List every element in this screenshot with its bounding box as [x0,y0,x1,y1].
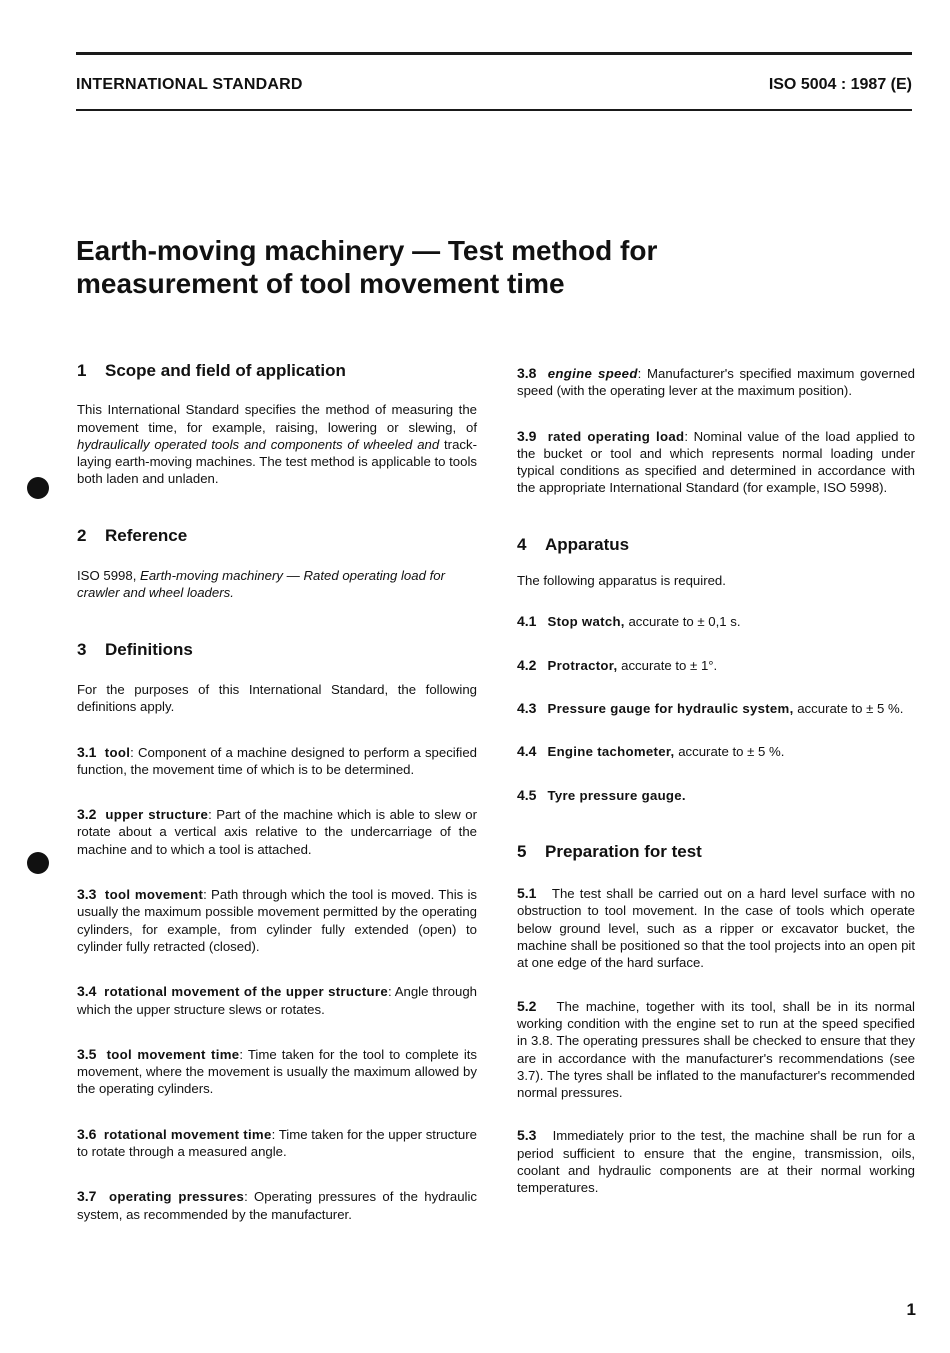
section-4-heading: 4 Apparatus [517,534,630,554]
header-rule [76,109,912,111]
definitions-intro: For the purposes of this International Standard, the following definitions apply. [77,681,477,715]
right-column [517,365,915,1214]
scope-paragraph: This International Standard specifies the method of measuring the movement time, for example, raising, lowering or slewing, of hydraulically operated tools and components of wheeled and track-laying earth-moving machines. The test method is applicable to tools both laden and unladen. [77,402,477,487]
left-column [77,362,477,1240]
definition-3-2: 3.2 upper structure: Part of the machine which is able to slew or rotate about a vertical axis relative to the undercarriage of the machine and to which a tool is attached. [77,806,477,857]
margin-bullet-1 [27,477,49,499]
preparation-5-1: 5.1 The test shall be carried out on a hard level surface with no obstruction to tool movement. In the case of tools which operate below ground level, such as a ripper or excavator bucket, the machine shall be positioned so that the tool projects into an open pit at one edge of the hard surface. [517,885,915,971]
standard-number: ISO 5004 : 1987 (E) [768,76,912,93]
apparatus-4-4: 4.4 Engine tachometer, accurate to ± 5 %. [517,743,785,760]
definition-3-1: 3.1 tool: Component of a machine designed to perform a specified function, the movement time of which is to be determined. [77,743,477,777]
reference-paragraph: ISO 5998, Earth-moving machinery — Rated operating load for crawler and wheel loaders. [77,568,445,601]
apparatus-4-1: 4.1 Stop watch, accurate to ± 0,1 s. [517,613,741,630]
title-line-1: Earth-moving machinery — Test method for [76,235,658,266]
definition-3-4: 3.4 rotational movement of the upper structure: Angle through which the upper structure slews or rotates. [77,983,478,1017]
definition-3-5: 3.5 tool movement time: Time taken for the tool to complete its movement, where the movement is usually the maximum allowed by the operating cylinders. [77,1045,478,1097]
definition-3-9: 3.9 rated operating load: Nominal value of the load applied to the bucket or tool and which represents normal loading under typical conditions as specified and determined in accordance with the appropriate International Standard (for example, ISO 5998). [517,427,916,496]
section-3-heading: 3 Definitions [77,639,193,659]
apparatus-4-3: 4.3 Pressure gauge for hydraulic system, accurate to ± 5 %. [517,699,904,716]
section-2-heading: 2 Reference [77,525,188,545]
preparation-5-3: 5.3 Immediately prior to the test, the machine shall be run for a period sufficient to ensure that the engine, transmission, oils, coolant and hydraulic components are at their normal working temperatures. [517,1127,915,1196]
definition-3-6: 3.6 rotational movement time: Time taken for the upper structure to rotate through a measured angle. [77,1125,477,1160]
apparatus-4-5: 4.5 Tyre pressure gauge. [517,786,686,803]
top-rule [76,52,912,55]
document-title [76,234,896,300]
page-number: 1 [906,1300,916,1319]
margin-bullet-2 [27,852,49,874]
section-5-heading: 5 Preparation for test [517,841,702,861]
apparatus-4-2: 4.2 Protractor, accurate to ± 1°. [517,656,718,673]
section-1-heading: 1 Scope and field of application [77,361,346,380]
definition-3-3: 3.3 tool movement: Path through which the tool is moved. This is usually the maximum possible movement permitted by the operating cylinders, for example, from cylinder fully extended (open) to cylinder fully retracted (closed). [77,886,477,954]
preparation-5-2: 5.2 The machine, together with its tool, shall be in its normal working condition with the engine set to run at the speed specified in 3.8. The operating pressures shall be checked to ensure that they are in accordance with the manufacturer's recommendations (see 3.7). The tyres shall be inflated to the manufacturer's recommended normal pressures. [517,997,915,1101]
definition-3-7: 3.7 operating pressures: Operating pressures of the hydraulic system, as recommended by the manufacturer. [77,1188,477,1222]
title-line-2: measurement of tool movement time [76,268,565,299]
apparatus-intro: The following apparatus is required. [517,573,726,589]
definition-3-8: 3.8 engine speed: Manufacturer's specified maximum governed speed (with the operating lever at the maximum position). [517,365,915,399]
document-type: INTERNATIONAL STANDARD [76,76,303,93]
